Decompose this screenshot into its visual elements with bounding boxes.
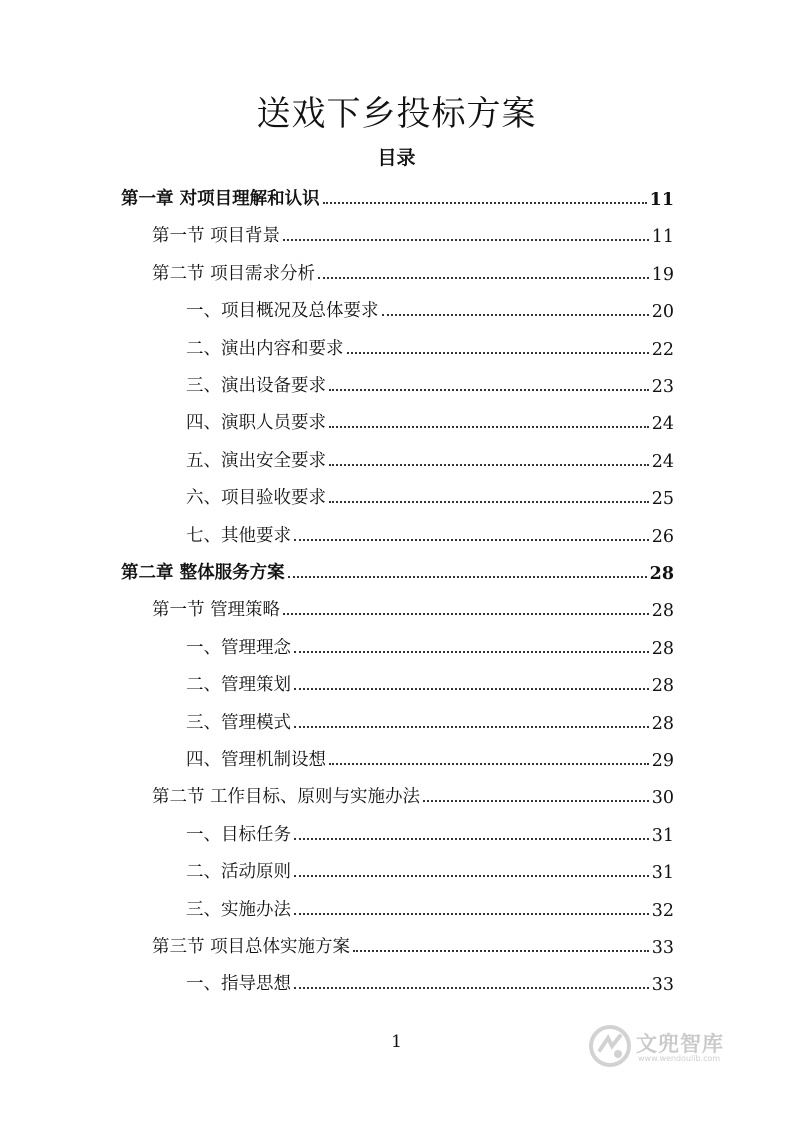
toc-entry-section[interactable]	[152, 780, 674, 808]
toc-entry-item[interactable]	[186, 369, 674, 397]
toc-entry-page: 20	[651, 302, 674, 323]
toc-leader-dots	[353, 950, 649, 952]
toc-entry-page: 33	[651, 975, 674, 996]
toc-entry-label: 三、管理模式	[186, 712, 291, 733]
toc-leader-dots	[294, 688, 649, 690]
watermark-url: www.wendoulib.com	[638, 1054, 721, 1063]
page-number: 1	[391, 1032, 402, 1052]
toc-entry-page: 25	[651, 489, 674, 510]
toc-entry-page: 28	[651, 601, 674, 622]
toc-leader-dots	[294, 875, 649, 877]
toc-leader-dots	[323, 202, 647, 204]
toc-entry-item[interactable]	[186, 444, 674, 472]
toc-leader-dots	[294, 651, 649, 653]
toc-entry-page: 22	[651, 339, 674, 360]
document-title: 送戏下乡投标方案	[256, 94, 537, 134]
toc-entry-label: 一、指导思想	[186, 974, 291, 995]
toc-leader-dots	[294, 726, 649, 728]
toc-heading: 目录	[377, 147, 416, 169]
toc-entry-label: 二、活动原则	[186, 862, 291, 883]
toc-leader-dots	[294, 539, 649, 541]
toc-entry-chapter[interactable]	[121, 556, 674, 584]
toc-leader-dots	[329, 389, 649, 391]
toc-entry-section[interactable]	[152, 257, 674, 285]
toc-entry-item[interactable]	[186, 893, 674, 921]
toc-entry-section[interactable]	[152, 593, 674, 621]
toc-entry-page: 28	[651, 676, 674, 697]
toc-entry-label: 三、实施办法	[186, 899, 291, 920]
toc-entry-label: 四、管理机制设想	[186, 750, 326, 770]
toc-leader-dots	[329, 426, 649, 428]
toc-entry-label: 七、其他要求	[186, 525, 291, 546]
toc-entry-page: 11	[649, 190, 674, 210]
toc-entry-label: 六、项目验收要求	[186, 488, 326, 509]
toc-entry-item[interactable]	[186, 332, 674, 360]
toc-entry-label: 第一节 管理策略	[152, 600, 281, 621]
toc-entry-item[interactable]	[186, 743, 674, 771]
toc-entry-page: 28	[649, 564, 674, 584]
toc-entry-page: 30	[651, 788, 674, 809]
toc-entry-label: 第二章 整体服务方案	[121, 563, 285, 583]
toc-entry-chapter[interactable]	[121, 182, 674, 210]
toc-leader-dots	[423, 800, 649, 802]
toc-leader-dots	[347, 352, 649, 354]
toc-entry-item[interactable]	[186, 668, 674, 696]
toc-entry-page: 23	[651, 377, 674, 397]
toc-leader-dots	[318, 277, 649, 279]
toc-entry-label: 第三节 项目总体实施方案	[152, 937, 351, 957]
toc-entry-page: 31	[651, 863, 674, 884]
toc-leader-dots	[283, 239, 649, 241]
toc-entry-item[interactable]	[186, 818, 674, 846]
toc-entry-page: 24	[651, 414, 674, 435]
toc-entry-section[interactable]	[152, 930, 674, 958]
toc-entry-item[interactable]	[186, 706, 674, 734]
toc-entry-label: 一、项目概况及总体要求	[186, 301, 379, 322]
toc-entry-label: 一、管理理念	[186, 637, 291, 658]
toc-entry-page: 33	[651, 938, 674, 958]
toc-entry-label: 三、演出设备要求	[186, 376, 326, 396]
toc-leader-dots	[329, 763, 649, 765]
toc-entry-page: 29	[651, 751, 674, 771]
toc-leader-dots	[288, 576, 647, 578]
toc-entry-item[interactable]	[186, 855, 674, 883]
toc-entry-page: 19	[651, 264, 674, 285]
toc-leader-dots	[294, 838, 649, 840]
toc-entry-item[interactable]	[186, 481, 674, 509]
toc-entry-label: 第二节 工作目标、原则与实施办法	[152, 787, 421, 808]
toc-entry-section[interactable]	[152, 219, 674, 247]
toc-entry-item[interactable]	[186, 967, 674, 995]
toc-leader-dots	[329, 464, 649, 466]
toc-entry-label: 一、目标任务	[186, 824, 291, 845]
toc-entry-page: 28	[651, 638, 674, 659]
toc-leader-dots	[329, 501, 649, 503]
watermark-text: 文兜智库	[636, 1032, 724, 1056]
toc-entry-item[interactable]	[186, 294, 674, 322]
toc-entry-page: 28	[651, 713, 674, 734]
toc-entry-page: 24	[651, 451, 674, 472]
toc-entry-label: 二、演出内容和要求	[186, 338, 344, 359]
toc-leader-dots	[382, 314, 649, 316]
toc-entry-page: 32	[651, 900, 674, 921]
toc-leader-dots	[283, 613, 649, 615]
watermark	[588, 1024, 758, 1070]
toc-entry-label: 五、演出安全要求	[186, 450, 326, 471]
toc-entry-label: 二、管理策划	[186, 675, 291, 696]
toc-entry-label: 第一章 对项目理解和认识	[121, 189, 320, 209]
toc-entry-page: 26	[651, 526, 674, 547]
wendou-logo-icon	[588, 1024, 632, 1068]
toc-entry-item[interactable]	[186, 406, 674, 434]
toc-leader-dots	[294, 987, 649, 989]
toc-entry-label: 第一节 项目背景	[152, 226, 281, 247]
toc-entry-item[interactable]	[186, 519, 674, 547]
toc-entry-label: 第二节 项目需求分析	[152, 263, 316, 284]
toc-entry-item[interactable]	[186, 631, 674, 659]
toc-entry-page: 11	[651, 227, 674, 248]
toc-leader-dots	[294, 913, 649, 915]
toc-entry-page: 31	[651, 825, 674, 846]
toc-entry-label: 四、演职人员要求	[186, 413, 326, 434]
